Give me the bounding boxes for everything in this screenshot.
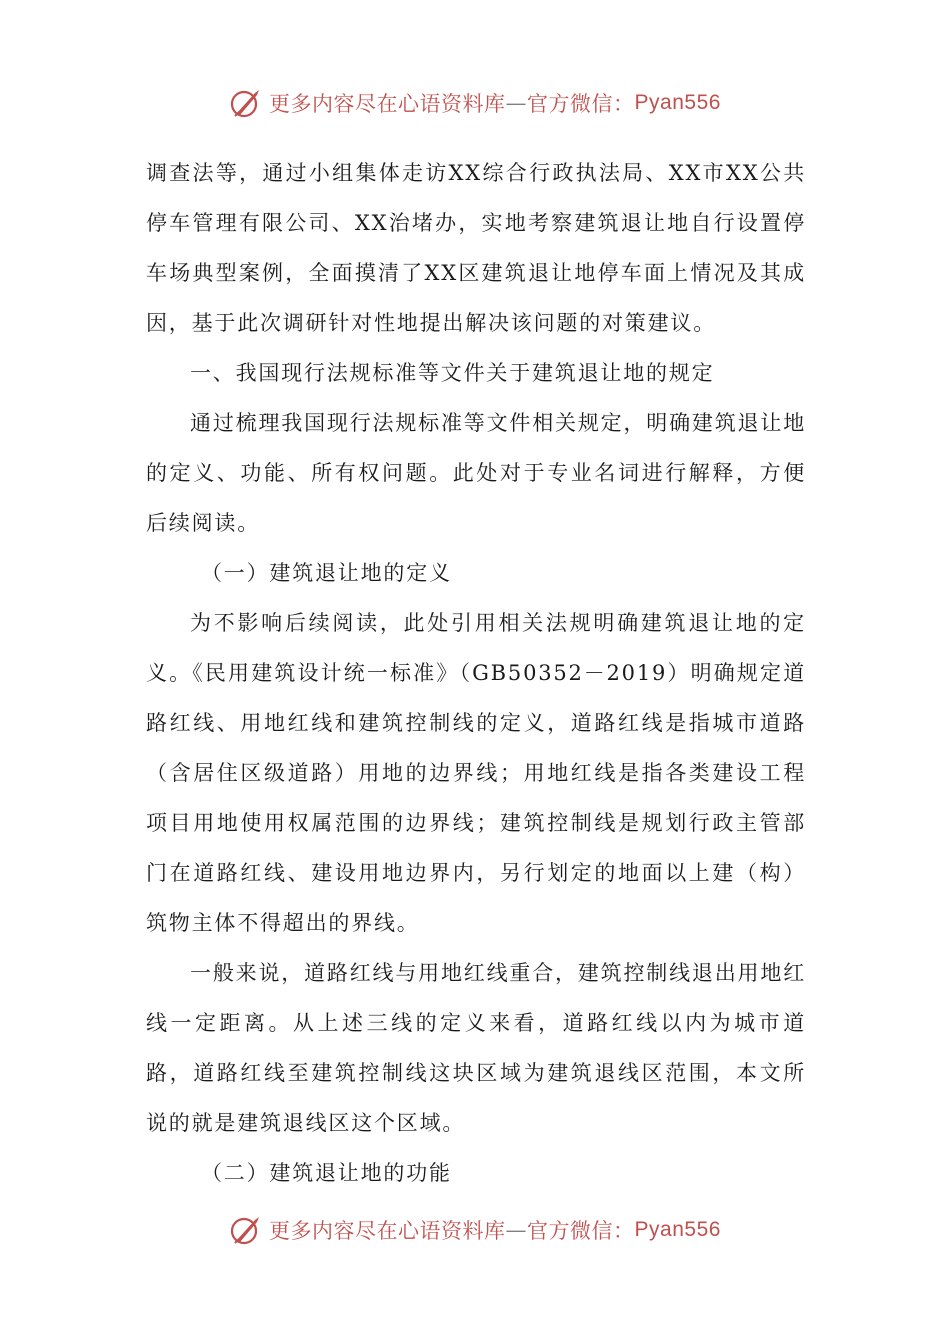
header-watermark-banner xyxy=(0,83,950,123)
banner-contact-label: 官方微信： xyxy=(527,1219,635,1243)
banner-text: 更多内容尽在心语资料库 xyxy=(269,1219,506,1243)
subsection-heading: （二）建筑退让地的功能 xyxy=(201,1161,452,1185)
body-paragraph: 通过梳理我国现行法规标准等文件相关规定，明确建筑退让地的定义、功能、所有权问题。此处对于专业名词进行解释，方便后续阅读。 xyxy=(146,411,806,535)
pen-logo-icon xyxy=(229,1212,265,1248)
document-body xyxy=(146,148,806,1198)
banner-separator: — xyxy=(505,1218,528,1242)
banner-contact-label: 官方微信： xyxy=(527,92,635,116)
banner-contact-id: Pyan556 xyxy=(634,1218,721,1241)
banner-text: 更多内容尽在心语资料库 xyxy=(269,92,506,116)
body-paragraph: 调查法等，通过小组集体走访XX综合行政执法局、XX市XX公共停车管理有限公司、XX治堵办，实地考察建筑退让地自行设置停车场典型案例，全面摸清了XX区建筑退让地停车面上情况及其成因，基于此次调研针对性地提出解决该问题的对策建议。 xyxy=(146,161,806,335)
banner-separator: — xyxy=(505,91,528,115)
body-paragraph: 为不影响后续阅读，此处引用相关法规明确建筑退让地的定义。《民用建筑设计统一标准》（GB50352－2019）明确规定道路红线、用地红线和建筑控制线的定义，道路红线是指城市道路（含居住区级道路）用地的边界线；用地红线是指各类建设工程项目用地使用权属范围的边界线；建筑控制线是规划行政主管部门在道路红线、建设用地边界内，另行划定的地面以上建（构）筑物主体不得超出的界线。 xyxy=(146,611,806,935)
section-heading: 一、我国现行法规标准等文件关于建筑退让地的规定 xyxy=(190,361,715,385)
banner-contact-id: Pyan556 xyxy=(634,91,721,114)
body-paragraph: 一般来说，道路红线与用地红线重合，建筑控制线退出用地红线一定距离。从上述三线的定义来看，道路红线以内为城市道路，道路红线至建筑控制线这块区域为建筑退线区范围，本文所说的就是建筑退线区这个区域。 xyxy=(146,961,806,1135)
pen-logo-icon xyxy=(229,85,265,121)
subsection-heading: （一）建筑退让地的定义 xyxy=(201,561,452,585)
footer-watermark-banner xyxy=(0,1210,950,1250)
